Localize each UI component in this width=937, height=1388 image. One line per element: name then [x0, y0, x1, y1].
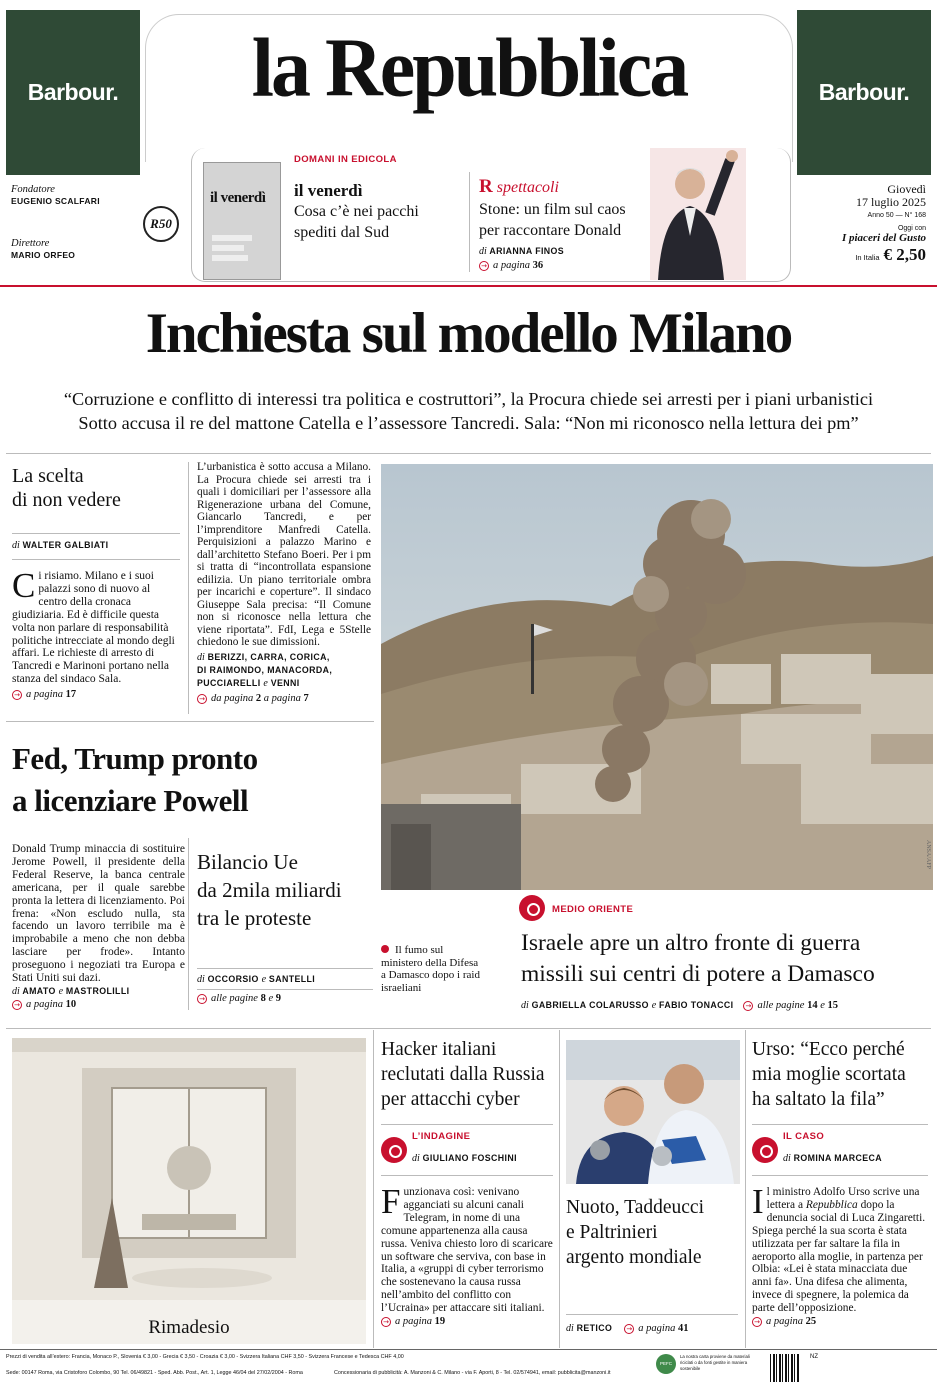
barbour-ad-left[interactable]: Barbour. [6, 10, 140, 175]
swim[interactable]: Nuoto, Taddeucci e Paltrinieri argento mondiale di RETICO → a pagina 41 [566, 1195, 738, 1336]
venerdi-title: il venerdì [294, 181, 363, 200]
main-headline[interactable]: Inchiesta sul modello Milano [145, 302, 792, 365]
swim-title: Nuoto, Taddeucci e Paltrinieri argento mondiale [566, 1197, 704, 1268]
founder-label: Fondatore [11, 184, 55, 195]
spettacoli-logo: R [479, 176, 493, 197]
spettacoli-author: ARIANNA FINOS [489, 246, 565, 256]
price-label: In Italia [855, 253, 880, 262]
urso-text: dopo la denuncia social di Luca Zingaretti. Spiega perché la sua scorta è stata utilizzata per far saltare la fila in aeroporto alla moglie, in partenza per Olbia: «Lei è stata minacciata due anni fa». Una difesa che alimenta, invece di spegnere, la polemica da parte dell’opposizione. [752, 1198, 926, 1315]
fed-article[interactable]: Donald Trump minaccia di sostituire Jerome Powell, il presidente della Federal Reserve, la banca centrale americana, per il quale sarebbe pronta la lettera di licenziamento. Poi frena: «Non escludo nulla, sta facendo un lavoro terribile ma è improbabile a meno che non debba lasciare per frode». Intanto proseguono i negoziati tra Europa e Stati Uniti sui dazi. di AMATO e MASTROLILLI → a pagina 10 [12, 843, 185, 1010]
main-subhead [0, 387, 937, 435]
masthead-rule [0, 285, 937, 287]
pefc-logo: PEFC [656, 1354, 676, 1374]
r50-logo: R50 [143, 206, 179, 242]
supplement: I piaceri del Gusto [841, 232, 926, 244]
budget[interactable]: Bilancio Ue da 2mila miliardi tra le proteste di OCCORSIO e SANTELLI → alle pagine 8 e 9 [197, 848, 373, 1005]
day: Giovedì [887, 182, 926, 196]
founder-name: EUGENIO SCALFARI [11, 196, 100, 206]
spettacoli-text: Stone: un film sul caos per raccontare Donald [479, 201, 626, 239]
preview-label: DOMANI IN EDICOLA [294, 154, 397, 165]
barcode [770, 1354, 800, 1382]
photo-caption: Il fumo sul ministero della Difesa a Damasco dopo i raid israeliani [381, 944, 480, 994]
price: € 2,50 [883, 245, 926, 264]
spettacoli-teaser[interactable]: R spettacoli Stone: un film sul caos per raccontare Donald di ARIANNA FINOS → a pagina 36 [479, 176, 649, 272]
mideast-box[interactable]: MEDIO ORIENTE Israele apre un altro fronte di guerra missili sui centri di potere a Damasco di GABRIELLA COLARUSSO e FABIO TONACCI → alle pagine 14 e 15 [509, 892, 933, 1016]
footer-code: NZ [810, 1354, 818, 1360]
inquiry[interactable]: L’urbanistica è sotto accusa a Milano. La Procura chiede sei arresti tra i quali i domiciliari per l’assessore alla Rigenerazione urbana del Comune, Giancarlo Tancredi, e per l’imprenditore Manfredi Catella. Perquisizioni a palazzo Marino e dall’architetto Stefano Boeri. Per i pm si tratta di “incontrollata espansione edilizia. Un piano territoriale ombra per incarichi e coperture”. Il sindaco Giuseppe Sala precisa: “Il Comune non si riconosce nella lettura che viene riportata”. FdI, Lega e 5Stelle chiedono le sue dimissioni. di BERIZZI, CARRA, CORICA, DI RAIMONDO, MANACORDA, PUCCIARELLI e VENNI → da pagina 2 a pagina 7 [197, 461, 371, 704]
urso-kicker: IL CASO [783, 1131, 825, 1142]
footer-line-2b: Concessionaria di pubblicità: A. Manzoni & C. Milano - via F. Aporti, 8 - Tel. 02/574941, email: pubblicita@manzoni.it [334, 1370, 611, 1376]
hacker-text: unzionava così: venivano agganciati su alcuni canali Telegram, in nome di una comune appartenenza alla causa russa. Veniva chiesto loro di scaricare un software che serviva, con base in Italia, a «gruppi di cyber terrorismo che sostenevano la causa russa nell’ambito del conflitto con l’Ucraina» per attaccare siti italiani. [381, 1186, 553, 1315]
spettacoli-label: spettacoli [496, 179, 559, 196]
inquiry-text: L’urbanistica è sotto accusa a Milano. La Procura chiede sei arresti tra i quali i domiciliari per l’assessore alla Rigenerazione urbana del Comune, Giancarlo Tancredi, e per l’imprenditore Manfredi Catella. Perquisizioni a palazzo Marino e dall’architetto Stefano Boeri. Per i pm si tratta di “incontrollata espansione edilizia. Un piano territoriale ombra per incarichi e coperture”. Il sindaco Giuseppe Sala precisa: “Il Comune non si riconosce nella lettura che viene riportata”. FdI, Lega e 5Stelle chiedono le sue dimissioni. [197, 461, 371, 648]
mideast-kicker: MEDIO ORIENTE [552, 903, 634, 915]
left-info [11, 183, 131, 260]
venerdi-teaser[interactable] [294, 180, 462, 243]
mideast-title: Israele apre un altro fronte di guerra missili sui centri di potere a Damasco [521, 930, 875, 987]
stone-photo [650, 140, 746, 280]
footer-line-2a: Sede: 00147 Roma, via Cristoforo Colombo, 90 Tel. 06/49821 - Sped. Abb. Post., Art. 1, Legge 46/04 del 27/02/2004 - Roma [6, 1370, 303, 1376]
damascus-photo[interactable] [381, 464, 933, 890]
footer-line-1: Prezzi di vendita all’estero: Francia, Monaco P., Slovenia € 3,00 - Grecia € 3,50 - Croazia € 3,00 - Svizzera Italiana CHF 3,50 - Svizzera Francese e Tedesca CHF 4,00 [6, 1354, 404, 1360]
barbour-ad-right[interactable]: Barbour. [797, 10, 931, 175]
today-with: Oggi con [897, 225, 926, 232]
editorial[interactable]: La scelta di non vedere di WALTER GALBIATI Ci risiamo. Milano e i suoi palazzi sono di nuovo al centro della cronaca giudiziaria. Ed è difficile questa volta non parlare di responsabilità politiche intrecciate al mondo degli affari. Le richieste di arresto di Tancredi e Marinoni portano nella stanza del sindaco Sala. → a pagina 17 [12, 464, 180, 701]
budget-title: Bilancio Ue da 2mila miliardi tra le proteste [197, 850, 342, 930]
right-info [806, 183, 926, 265]
editorial-title: La scelta di non vedere [12, 465, 121, 511]
editorial-text: i risiamo. Milano e i suoi palazzi sono di nuovo al centro della cronaca giudiziaria. Ed è difficile questa volta non parlare di responsabilità politiche intrecciate al mondo degli affari. Le richieste di arresto di Tancredi e Marinoni portano nella stanza del sindaco Sala. [12, 570, 175, 686]
spettacoli-page: 36 [532, 260, 544, 271]
venerdi-cover[interactable] [203, 162, 281, 280]
hacker-title: Hacker italiani reclutati dalla Russia per attacchi cyber [381, 1039, 545, 1110]
editorial-author: WALTER GALBIATI [22, 540, 109, 550]
hacker-kicker: L’INDAGINE [412, 1131, 471, 1142]
photo-credit: ANSA/AFP [925, 840, 931, 870]
venerdi-cover-name: il venerdì [210, 190, 266, 206]
subhead-line-2: Sotto accusa il re del mattone Catella e l’assessore Tancredi. Sala: “Non mi riconosco nella lettura dei pm” [78, 413, 859, 433]
masthead-title: la Repubblica [251, 21, 687, 115]
editorial-page: 17 [65, 689, 77, 701]
issue: Anno 50 — N° 168 [867, 212, 926, 219]
rimadesio-brand: Rimadesio [148, 1317, 230, 1338]
hacker[interactable]: Hacker italiani reclutati dalla Russia per attacchi cyber L’INDAGINE di GIULIANO FOSCHINI Funzionava così: venivano agganciati su alcuni canali Telegram, in nome di una comune appartenenza alla causa russa. Veniva chiesto loro di scaricare un software che serviva, con base in Italia, a «gruppi di cyber terrorismo che sostenevano la causa russa nell’ambito del conflitto con l’Ucraina» per attaccare siti italiani. → a pagina 19 [381, 1039, 553, 1328]
director-name: MARIO ORFEO [11, 250, 76, 260]
urso[interactable]: Urso: “Ecco perché mia moglie scortata ha saltato la fila” IL CASO di ROMINA MARCECA Il ministro Adolfo Urso scrive una lettera a Repubblica dopo la denuncia social di Luca Zingaretti. Spiega perché la sua scorta è stata utilizzata per far saltare la fila in aeroporto alla moglie, in partenza per Olbia: «Lei è stata minacciata due anni fa». Una difesa che alimenta, invece di spegnere, la polemica da parte dell’opposizione. → a pagina 25 [752, 1037, 928, 1328]
director-label: Direttore [11, 238, 50, 249]
rimadesio-ad[interactable] [12, 1038, 366, 1344]
swimmers-photo[interactable] [566, 1040, 740, 1184]
urso-title: Urso: “Ecco perché mia moglie scortata ha saltato la fila” [752, 1039, 906, 1110]
pefc-text: La nostra carta proviene da materiali riciclati o da fonti gestite in maniera sostenibile [680, 1354, 750, 1371]
rimadesio-image [12, 1038, 366, 1300]
subhead-line-1: “Corruzione e conflitto di interessi tra politica e costruttori”, la Procura chiede sei arresti per i piani urbanistici [63, 389, 874, 409]
date: 17 luglio 2025 [855, 195, 926, 209]
fed-text: Donald Trump minaccia di sostituire Jerome Powell, il presidente della Federal Reserve, la banca centrale americana, per il quale sarebbe pronta la lettera di licenziamento. Poi frena: «Non escludo nulla, sta facendo un lavoro terribile ma è improbabile a meno che non debba lasciare per frode». Intanto proseguono i negoziati tra Europa e Stati Uniti sui dazi. [12, 843, 185, 985]
fed-headline[interactable]: Fed, Trump pronto a licenziare Powell [12, 741, 258, 818]
venerdi-text: Cosa c’è nei pacchi spediti dal Sud [294, 203, 419, 241]
